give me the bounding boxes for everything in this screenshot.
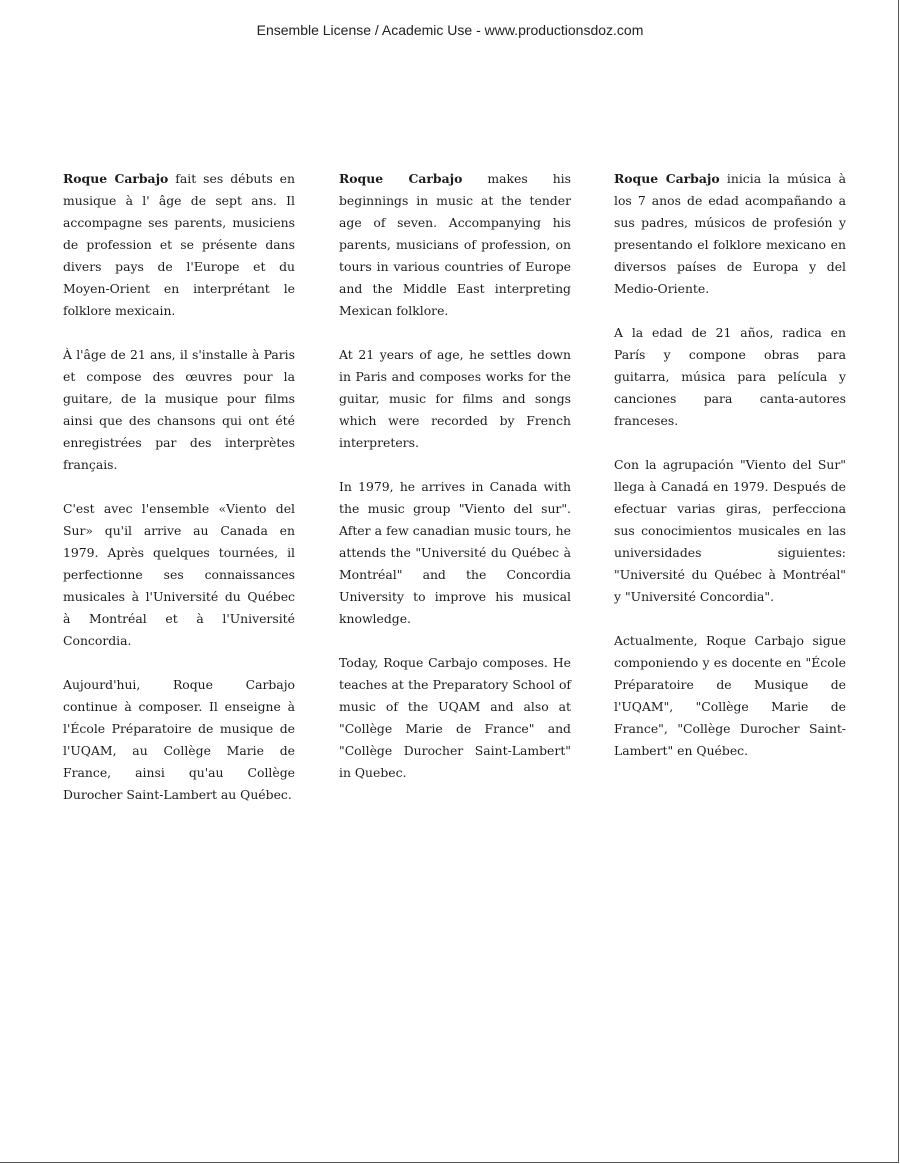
english-paragraph-1 — [339, 168, 571, 322]
spanish-paragraph-2: A la edad de 21 años, radica en París y compone obras para guitarra, música para película y canciones para canta-autores franceses. — [614, 325, 846, 428]
spanish-paragraph-1-text: inicia la música à los 7 anos de edad acompañando a sus padres, músicos de profesión y presentando el folklore mexicano en diversos países de Europa y del Medio-Oriente. — [614, 171, 846, 296]
english-paragraph-4: Today, Roque Carbajo composes. He teaches at the Preparatory School of music of the UQAM and also at "Collège Marie de France" and "Collège Durocher Saint-Lambert" in Quebec. — [339, 655, 571, 780]
spanish-paragraph-3: Con la agrupación "Viento del Sur" llega à Canadá en 1979. Después de efectuar varias giras, perfecciona sus conocimientos musicales en las universidades siguientes: "Université du Québec à Montréal" y "Université Concordia". — [614, 457, 846, 604]
spanish-biography-column — [614, 168, 846, 784]
english-paragraph-1-text: makes his beginnings in music at the tender age of seven. Accompanying his parents, musicians of profession, on tours in various countries of Europe and the Middle East interpreting Mexican folklore. — [339, 171, 571, 318]
french-paragraph-3: C'est avec l'ensemble «Viento del Sur» qu'il arrive au Canada en 1979. Après quelques tournées, il perfectionne ses connaissances musicales à l'Université du Québec à Montréal et à l'Université Concordia. — [63, 501, 295, 648]
spanish-name: Roque Carbajo — [614, 171, 720, 186]
french-name: Roque Carbajo — [63, 171, 169, 186]
english-paragraph-3: In 1979, he arrives in Canada with the music group "Viento del sur". After a few canadian music tours, he attends the "Université du Québec à Montréal" and the Concordia University to improve his musical knowledge. — [339, 479, 571, 626]
license-header: Ensemble License / Academic Use - www.productionsdoz.com — [256, 22, 644, 38]
french-paragraph-1-text: fait ses débuts en musique à l' âge de sept ans. Il accompagne ses parents, musiciens de profession et se présente dans divers pays de l'Europe et du Moyen-Orient en interprétant le folklore mexicain. — [63, 171, 295, 318]
english-name: Roque Carbajo — [339, 171, 463, 186]
french-paragraph-4: Aujourd'hui, Roque Carbajo continue à composer. Il enseigne à l'École Préparatoire de musique de l'UQAM, au Collège Marie de France, ainsi qu'au Collège Durocher Saint-Lambert au Québec. — [63, 677, 295, 802]
spanish-paragraph-4: Actualmente, Roque Carbajo sigue componiendo y es docente en "École Préparatoire de Musique de l'UQAM", "Collège Marie de France", "Collège Durocher Saint-Lambert" en Québec. — [614, 633, 846, 758]
french-paragraph-1 — [63, 168, 295, 322]
french-biography-column — [63, 168, 295, 828]
english-paragraph-2: At 21 years of age, he settles down in Paris and composes works for the guitar, music for films and songs which were recorded by French interpreters. — [339, 347, 571, 450]
english-biography-column — [339, 168, 571, 806]
french-paragraph-2: À l'âge de 21 ans, il s'installe à Paris et compose des œuvres pour la guitare, de la musique pour films ainsi que des chansons qui ont été enregistrées par des interprètes français. — [63, 347, 295, 472]
spanish-paragraph-1 — [614, 168, 846, 300]
